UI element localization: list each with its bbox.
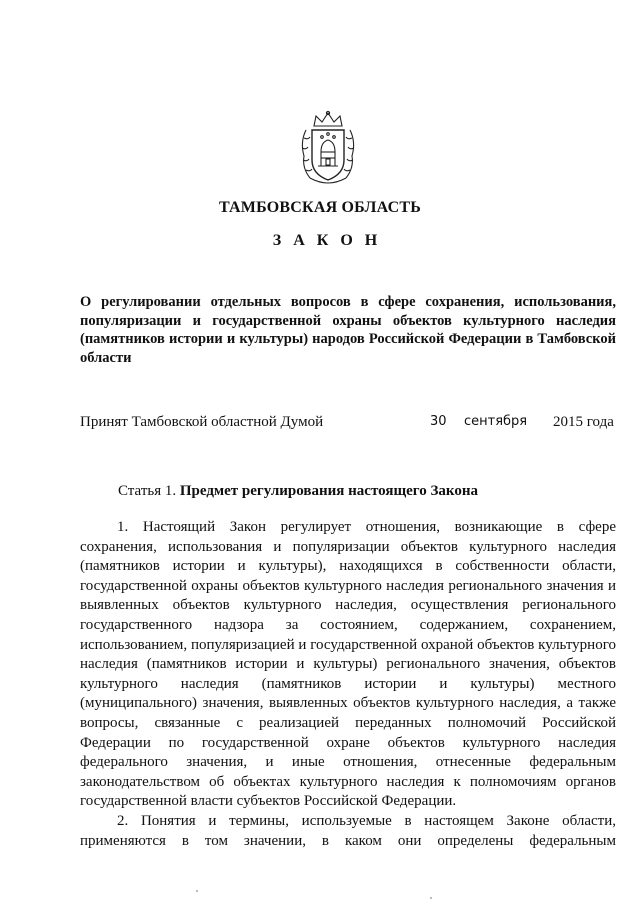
document-type: З А К О Н xyxy=(272,232,382,249)
adoption-month: сентября xyxy=(464,414,528,429)
paragraph: 2. Понятия и термины, используемые в настоящем Законе области, применяются в том значении, в каком они определены федеральным xyxy=(80,812,616,849)
scan-speck xyxy=(196,890,198,892)
adoption-line xyxy=(80,414,616,434)
adoption-day: 30 xyxy=(430,414,447,429)
adoption-year: 2015 года xyxy=(553,414,614,430)
article-heading xyxy=(118,483,478,500)
article-body xyxy=(80,518,616,851)
coat-of-arms-icon xyxy=(296,108,360,188)
paragraph: 1. Настоящий Закон регулирует отношения, возникающие в сфере сохранения, использования и популяризации объектов культурного наследия (памятников истории и культуры), находящихся в собственности области, государственной охраны объектов культурного наследия регионального значения и выявленных объектов культурного наследия, осуществления регионального государственного надзора за состоянием, содержанием, сохранением, использованием, популяризацией и государственной охраной объектов культурного наследия (памятников истории и культуры) регионального значения, объектов культурного наследия (памятников истории и культуры) местного (муниципального) значения, выявленных объектов культурного наследия, а также вопросы, связанные с реализацией переданных полномочий Российской Федерации по государственной охране объектов культурного наследия федерального значения, и иные отношения, отнесенные федеральным законодательством об объектах культурного наследия к полномочиям органов государственной власти субъектов Российской Федерации. xyxy=(80,519,616,810)
region-name: ТАМБОВСКАЯ ОБЛАСТЬ xyxy=(218,199,422,216)
law-title: О регулировании отдельных вопросов в сфере сохранения, использования, популяризации и государственной охраны объектов культурного наследия (памятников истории и культуры) народов Российской Федерации в Тамбовской области xyxy=(80,294,616,366)
article-number: Статья 1. xyxy=(118,483,177,499)
article-title: Предмет регулирования настоящего Закона xyxy=(179,483,478,499)
scan-speck xyxy=(430,897,432,899)
adoption-label: Принят Тамбовской областной Думой xyxy=(80,414,324,430)
